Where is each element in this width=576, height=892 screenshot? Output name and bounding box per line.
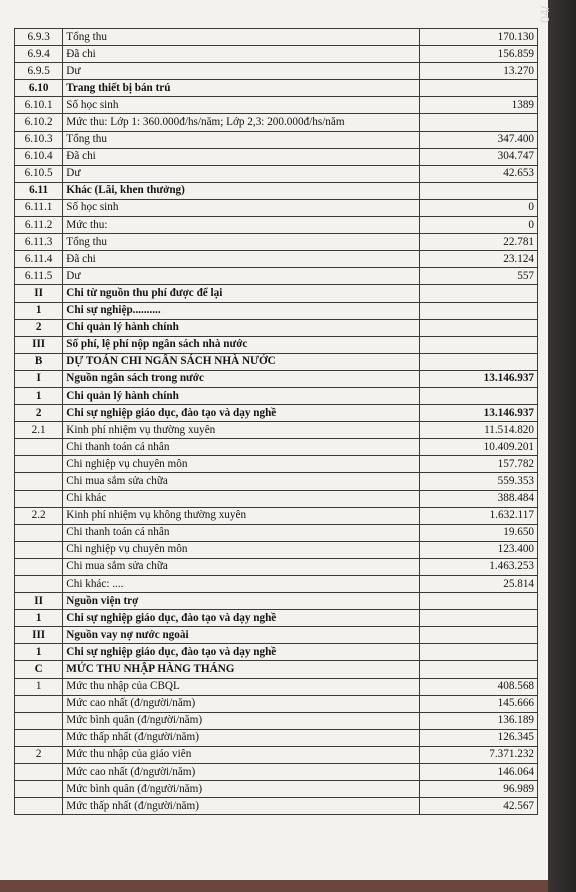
row-code-cell: 6.11.3	[15, 234, 63, 251]
table-row	[15, 541, 538, 558]
row-value-cell: 304.747	[420, 148, 538, 165]
row-label-cell: Chi quản lý hành chính	[63, 319, 420, 336]
row-label-cell: Chi sự nghiệp giáo dục, đào tạo và dạy nghề	[63, 610, 420, 627]
row-code-cell	[15, 712, 63, 729]
table-row	[15, 182, 538, 199]
table-row	[15, 627, 538, 644]
row-value-cell	[420, 593, 538, 610]
row-code-cell	[15, 473, 63, 490]
row-code-cell	[15, 695, 63, 712]
row-value-cell: 1.463.253	[420, 558, 538, 575]
row-label-cell: Kinh phí nhiệm vụ thường xuyên	[63, 422, 420, 439]
row-code-cell	[15, 576, 63, 593]
row-code-cell: III	[15, 627, 63, 644]
row-label-cell: Mức thấp nhất (đ/người/năm)	[63, 729, 420, 746]
row-label-cell: Mức thu: Lớp 1: 360.000đ/hs/năm; Lớp 2,3: 200.000đ/hs/năm	[63, 114, 420, 131]
table-row	[15, 217, 538, 234]
row-label-cell: Chi thanh toán cá nhân	[63, 524, 420, 541]
row-code-cell: 6.9.3	[15, 29, 63, 46]
row-label-cell: Nguồn ngân sách trong nước	[63, 370, 420, 387]
table-row	[15, 610, 538, 627]
row-label-cell: Nguồn viện trợ	[63, 593, 420, 610]
row-code-cell	[15, 541, 63, 558]
row-label-cell: Chi mua sắm sửa chữa	[63, 473, 420, 490]
table-row	[15, 234, 538, 251]
table-row	[15, 644, 538, 661]
row-value-cell	[420, 80, 538, 97]
budget-table	[14, 28, 538, 815]
table-row	[15, 353, 538, 370]
row-label-cell: Mức cao nhất (đ/người/năm)	[63, 695, 420, 712]
budget-table-body	[15, 29, 538, 815]
row-value-cell: 559.353	[420, 473, 538, 490]
table-row	[15, 678, 538, 695]
row-label-cell: DỰ TOÁN CHI NGÂN SÁCH NHÀ NƯỚC	[63, 353, 420, 370]
row-label-cell: Chi sự nghiệp..........	[63, 302, 420, 319]
row-code-cell	[15, 456, 63, 473]
row-code-cell	[15, 558, 63, 575]
row-value-cell: 388.484	[420, 490, 538, 507]
corner-stamp: 04/	[538, 6, 552, 23]
table-row	[15, 29, 538, 46]
table-row	[15, 165, 538, 182]
row-label-cell: Chi nghiệp vụ chuyên môn	[63, 541, 420, 558]
row-label-cell: MỨC THU NHẬP HÀNG THÁNG	[63, 661, 420, 678]
row-code-cell: 6.9.5	[15, 63, 63, 80]
row-value-cell: 146.064	[420, 764, 538, 781]
row-value-cell: 25.814	[420, 576, 538, 593]
row-code-cell: 6.11.4	[15, 251, 63, 268]
row-value-cell: 11.514.820	[420, 422, 538, 439]
table-row	[15, 661, 538, 678]
row-code-cell	[15, 781, 63, 798]
row-value-cell: 1389	[420, 97, 538, 114]
row-label-cell: Đã chi	[63, 46, 420, 63]
row-code-cell	[15, 439, 63, 456]
row-label-cell: Mức cao nhất (đ/người/năm)	[63, 764, 420, 781]
row-label-cell: Chi khác: ....	[63, 576, 420, 593]
table-row	[15, 456, 538, 473]
row-code-cell: C	[15, 661, 63, 678]
row-value-cell: 347.400	[420, 131, 538, 148]
row-label-cell: Chi nghiệp vụ chuyên môn	[63, 456, 420, 473]
row-label-cell: Đã chi	[63, 148, 420, 165]
table-row	[15, 593, 538, 610]
row-label-cell: Tổng thu	[63, 131, 420, 148]
row-label-cell: Chi từ nguồn thu phí được để lại	[63, 285, 420, 302]
row-code-cell: 2	[15, 405, 63, 422]
row-code-cell	[15, 798, 63, 815]
row-label-cell: Đã chi	[63, 251, 420, 268]
table-row	[15, 695, 538, 712]
row-code-cell: 6.10.5	[15, 165, 63, 182]
row-label-cell: Số học sinh	[63, 199, 420, 216]
table-row	[15, 576, 538, 593]
row-value-cell: 557	[420, 268, 538, 285]
table-row	[15, 798, 538, 815]
row-code-cell: 6.10.2	[15, 114, 63, 131]
row-code-cell: 2	[15, 319, 63, 336]
table-row	[15, 336, 538, 353]
row-value-cell	[420, 319, 538, 336]
row-value-cell	[420, 387, 538, 404]
row-code-cell: III	[15, 336, 63, 353]
row-label-cell: Tổng thu	[63, 29, 420, 46]
row-label-cell: Chi sự nghiệp giáo dục, đào tạo và dạy nghề	[63, 644, 420, 661]
row-code-cell	[15, 764, 63, 781]
table-row	[15, 746, 538, 763]
row-label-cell: Mức thu:	[63, 217, 420, 234]
table-row	[15, 63, 538, 80]
row-value-cell: 7.371.232	[420, 746, 538, 763]
row-value-cell	[420, 661, 538, 678]
row-value-cell: 170.130	[420, 29, 538, 46]
row-value-cell: 10.409.201	[420, 439, 538, 456]
row-code-cell: 6.9.4	[15, 46, 63, 63]
table-row	[15, 319, 538, 336]
row-value-cell: 156.859	[420, 46, 538, 63]
row-code-cell: 1	[15, 610, 63, 627]
row-label-cell: Chi mua sắm sửa chữa	[63, 558, 420, 575]
table-row	[15, 729, 538, 746]
row-code-cell	[15, 524, 63, 541]
row-label-cell: Số học sinh	[63, 97, 420, 114]
row-value-cell: 42.653	[420, 165, 538, 182]
row-code-cell	[15, 729, 63, 746]
row-value-cell: 1.632.117	[420, 507, 538, 524]
row-value-cell	[420, 336, 538, 353]
row-value-cell: 13.146.937	[420, 405, 538, 422]
row-value-cell	[420, 353, 538, 370]
desk-surface	[0, 880, 548, 892]
row-label-cell: Mức thu nhập của giáo viên	[63, 746, 420, 763]
row-label-cell: Mức bình quân (đ/người/năm)	[63, 781, 420, 798]
table-row	[15, 781, 538, 798]
row-value-cell	[420, 644, 538, 661]
row-code-cell: 6.10.4	[15, 148, 63, 165]
row-code-cell: 6.10.3	[15, 131, 63, 148]
row-value-cell: 126.345	[420, 729, 538, 746]
row-code-cell: 6.11.5	[15, 268, 63, 285]
row-label-cell: Tổng thu	[63, 234, 420, 251]
row-label-cell: Chi sự nghiệp giáo dục, đào tạo và dạy nghề	[63, 405, 420, 422]
table-row	[15, 558, 538, 575]
table-row	[15, 439, 538, 456]
row-label-cell: Chi thanh toán cá nhân	[63, 439, 420, 456]
row-label-cell: Dư	[63, 165, 420, 182]
row-code-cell: 6.11	[15, 182, 63, 199]
row-value-cell	[420, 285, 538, 302]
table-row	[15, 251, 538, 268]
table-row	[15, 387, 538, 404]
row-label-cell: Khác (Lãi, khen thưởng)	[63, 182, 420, 199]
row-label-cell: Mức bình quân (đ/người/năm)	[63, 712, 420, 729]
row-code-cell: 6.11.1	[15, 199, 63, 216]
row-value-cell	[420, 610, 538, 627]
row-value-cell: 145.666	[420, 695, 538, 712]
row-code-cell: 2.2	[15, 507, 63, 524]
row-label-cell: Trang thiết bị bán trú	[63, 80, 420, 97]
table-row	[15, 370, 538, 387]
row-value-cell: 96.989	[420, 781, 538, 798]
table-row	[15, 764, 538, 781]
row-code-cell: 1	[15, 678, 63, 695]
table-row	[15, 148, 538, 165]
row-label-cell: Dư	[63, 268, 420, 285]
row-code-cell: 6.10	[15, 80, 63, 97]
table-row	[15, 712, 538, 729]
table-row	[15, 285, 538, 302]
row-value-cell: 42.567	[420, 798, 538, 815]
row-value-cell: 408.568	[420, 678, 538, 695]
row-value-cell: 123.400	[420, 541, 538, 558]
row-value-cell: 157.782	[420, 456, 538, 473]
row-code-cell: 2	[15, 746, 63, 763]
table-row	[15, 268, 538, 285]
table-row	[15, 507, 538, 524]
row-value-cell: 13.270	[420, 63, 538, 80]
row-code-cell	[15, 490, 63, 507]
row-label-cell: Dư	[63, 63, 420, 80]
row-label-cell: Chi quản lý hành chính	[63, 387, 420, 404]
row-value-cell: 0	[420, 199, 538, 216]
row-code-cell: B	[15, 353, 63, 370]
table-row	[15, 405, 538, 422]
background-edge	[548, 0, 576, 892]
table-row	[15, 524, 538, 541]
table-row	[15, 131, 538, 148]
row-code-cell: 6.10.1	[15, 97, 63, 114]
table-row	[15, 114, 538, 131]
row-value-cell: 22.781	[420, 234, 538, 251]
row-code-cell: 6.11.2	[15, 217, 63, 234]
row-value-cell: 19.650	[420, 524, 538, 541]
row-value-cell	[420, 302, 538, 319]
row-code-cell: 1	[15, 387, 63, 404]
row-code-cell: 2.1	[15, 422, 63, 439]
table-row	[15, 199, 538, 216]
row-value-cell	[420, 114, 538, 131]
table-row	[15, 302, 538, 319]
row-label-cell: Chi khác	[63, 490, 420, 507]
row-value-cell: 0	[420, 217, 538, 234]
row-code-cell: II	[15, 285, 63, 302]
table-row	[15, 80, 538, 97]
row-code-cell: I	[15, 370, 63, 387]
row-label-cell: Kinh phí nhiệm vụ không thường xuyên	[63, 507, 420, 524]
row-value-cell: 13.146.937	[420, 370, 538, 387]
row-code-cell: 1	[15, 644, 63, 661]
table-row	[15, 473, 538, 490]
table-row	[15, 490, 538, 507]
row-label-cell: Số phí, lệ phí nộp ngân sách nhà nước	[63, 336, 420, 353]
table-row	[15, 97, 538, 114]
table-row	[15, 422, 538, 439]
row-label-cell: Nguồn vay nợ nước ngoài	[63, 627, 420, 644]
row-code-cell: II	[15, 593, 63, 610]
row-value-cell: 23.124	[420, 251, 538, 268]
row-label-cell: Mức thấp nhất (đ/người/năm)	[63, 798, 420, 815]
table-row	[15, 46, 538, 63]
row-code-cell: 1	[15, 302, 63, 319]
row-value-cell: 136.189	[420, 712, 538, 729]
row-label-cell: Mức thu nhập của CBQL	[63, 678, 420, 695]
row-value-cell	[420, 182, 538, 199]
row-value-cell	[420, 627, 538, 644]
